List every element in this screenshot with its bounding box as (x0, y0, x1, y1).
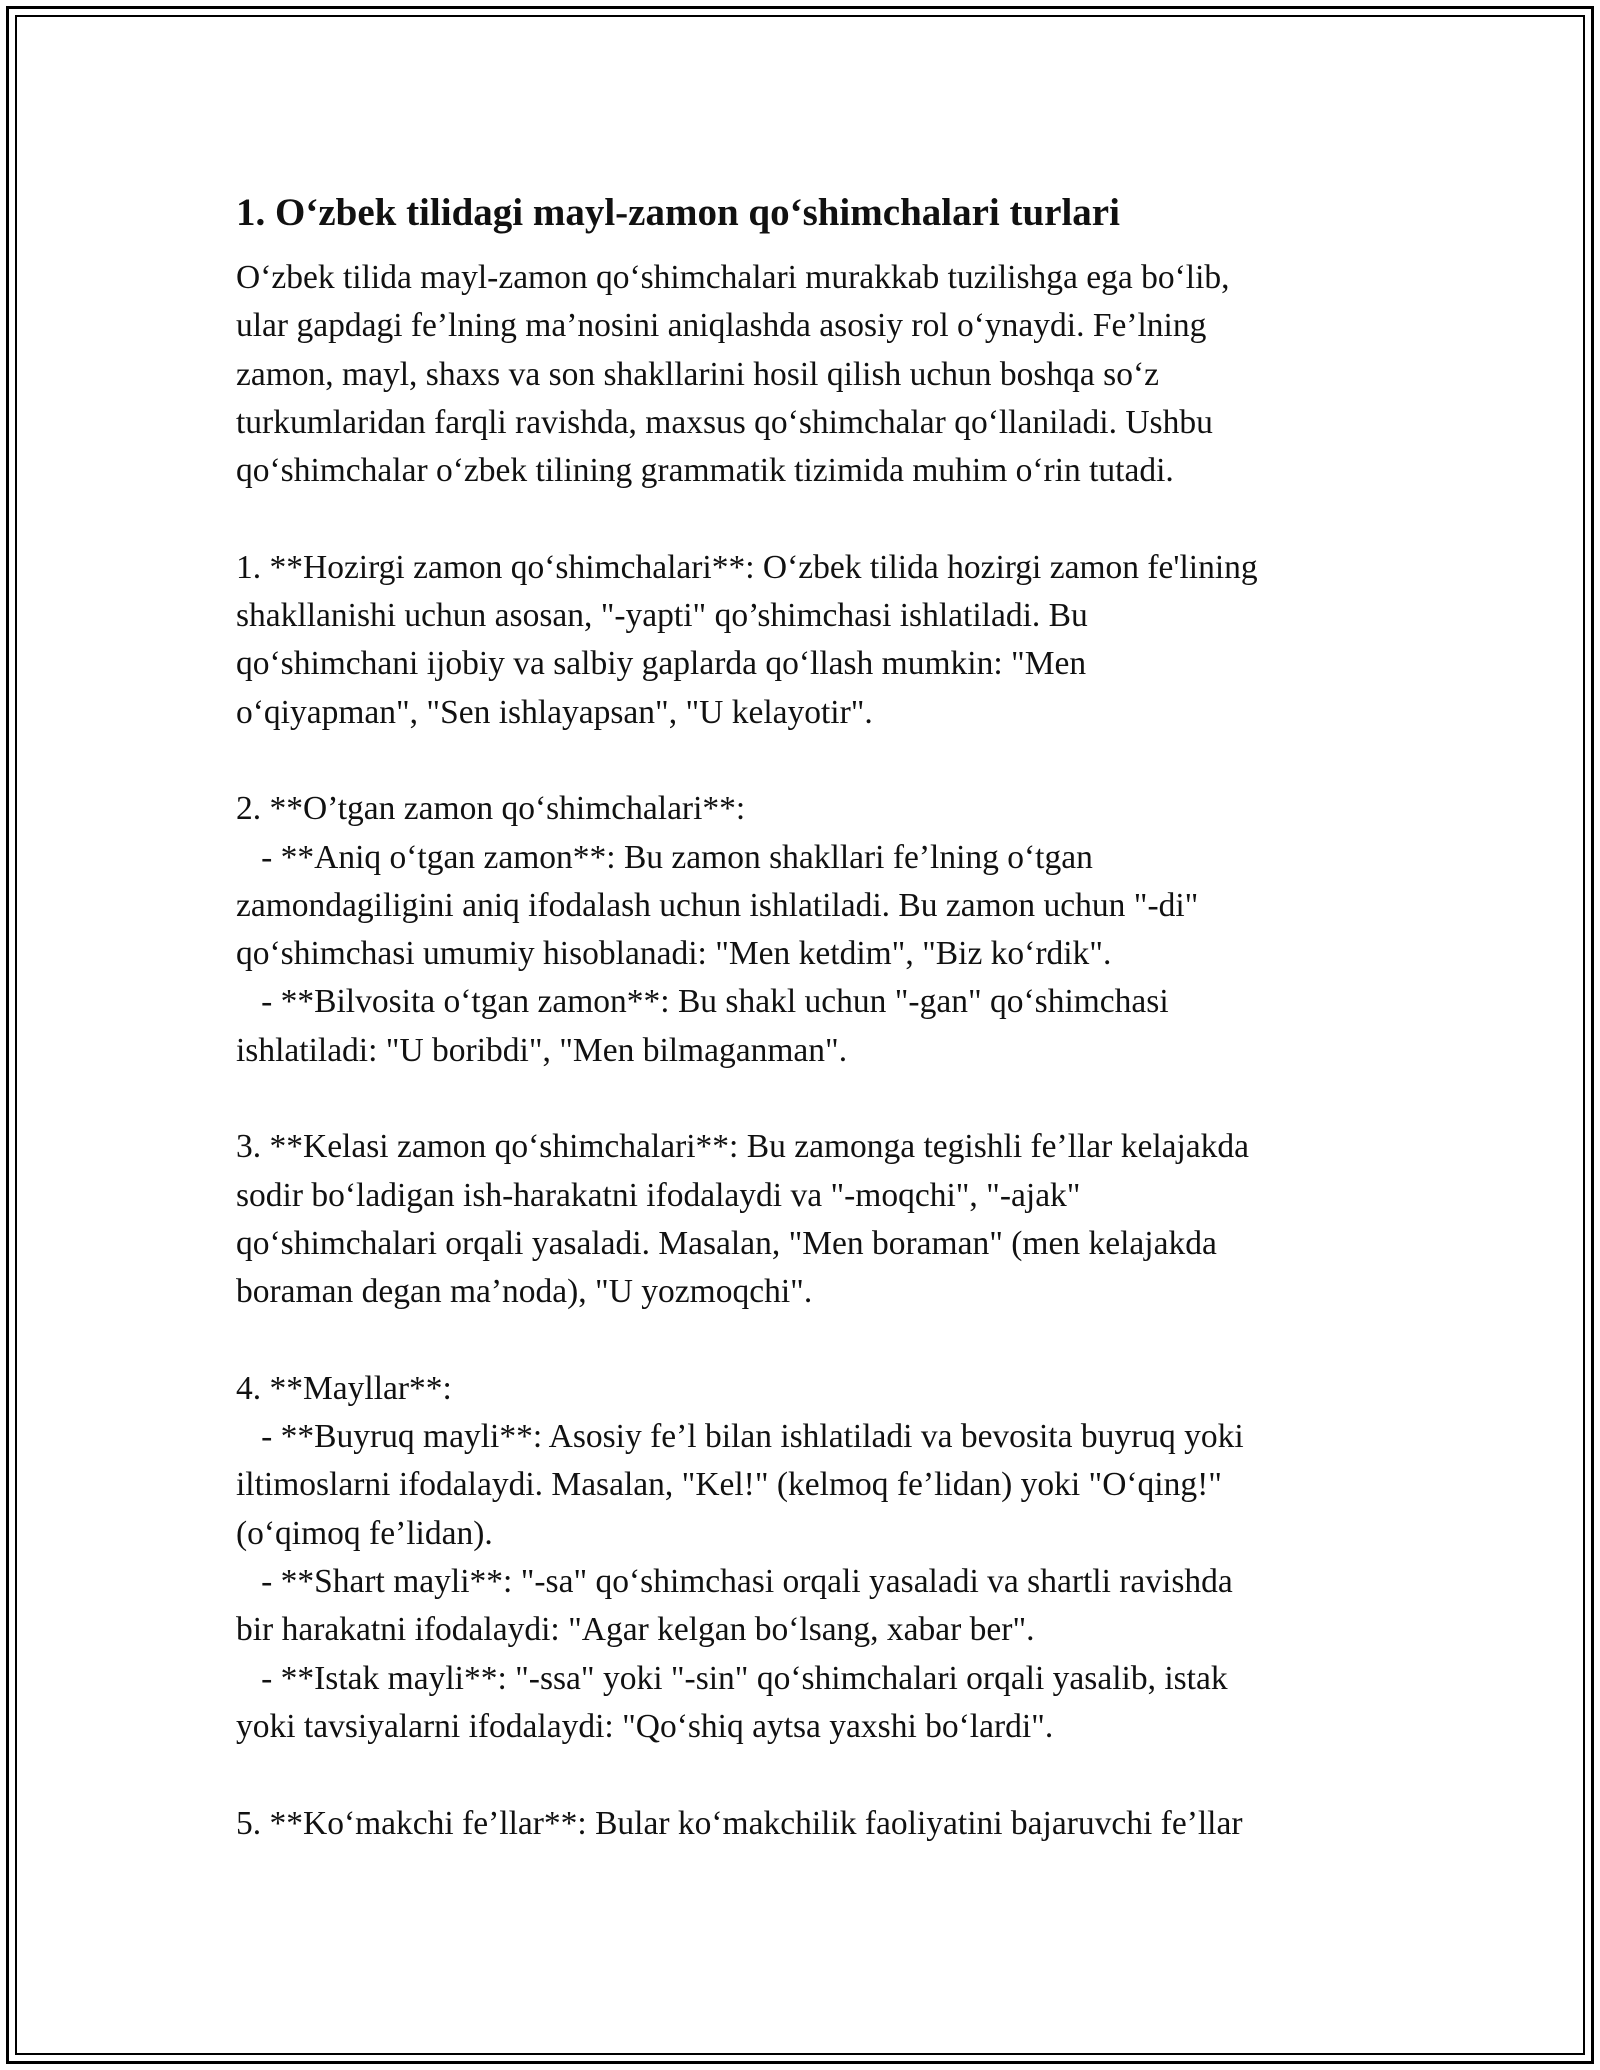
document-title: 1. O‘zbek tilidagi mayl-zamon qo‘shimchalari turlari (236, 191, 1120, 234)
paragraph-gap (236, 1751, 1376, 1799)
section-future-tense: 3. **Kelasi zamon qo‘shimchalari**: Bu zamonga tegishli fe’llar kelajakda sodir bo‘ladigan ish-harakatni ifodalaydi va "-moqchi", "-ajak" qo‘shimchalari orqali yasaladi. Masalan, "Men boraman" (men kelajakda boraman degan ma’noda), "U yozmoqchi". (236, 1128, 1250, 1311)
document-page (236, 180, 1376, 1848)
paragraph-gap (236, 737, 1376, 785)
intro-paragraph: O‘zbek tilida mayl-zamon qo‘shimchalari murakkab tuzilishga ega bo‘lib, ular gapdagi fe’lning ma’nosini aniqlashda asosiy rol o‘ynaydi. Fe’lning zamon, mayl, shaxs va son shakllarini hosil qilish uchun boshqa so‘z turkumlaridan farqli ravishda, maxsus qo‘shimchalar qo‘llaniladi. Ushbu qo‘shimchalar o‘zbek tilining grammatik tizimida muhim o‘rin tutadi. (236, 259, 1230, 490)
paragraph-gap (236, 1075, 1376, 1123)
section-past-tense: 2. **O’tgan zamon qo‘shimchalari**: - **Aniq o‘tgan zamon**: Bu zamon shakllari fe’lning o‘tgan zamondagiligini aniq ifodalash uchun ishlatiladi. Bu zamon uchun "-di" qo‘shimchasi umumiy hisoblanadi: "Men ketdim", "Biz ko‘rdik". - **Bilvosita o‘tgan zamon**: Bu shakl uchun "-gan" qo‘shimchasi ishlatiladi: "U boribdi", "Men bilmaganman". (236, 790, 1199, 1069)
paragraph-gap (236, 495, 1376, 543)
section-moods: 4. **Mayllar**: - **Buyruq mayli**: Asosiy fe’l bilan ishlatiladi va bevosita buyruq yoki iltimoslarni ifodalaydi. Masalan, "Kel!" (kelmoq fe’lidan) yoki "O‘qing!" (o‘qimoq fe’lidan). - **Shart mayli**: "-sa" qo‘shimchasi orqali yasaladi va shartli ravishda bir harakatni ifodalaydi: "Agar kelgan bo‘lsang, xabar ber". - **Istak mayli**: "-ssa" yoki "-sin" qo‘shimchalari orqali yasalib, istak yoki tavsiyalarni ifodalaydi: "Qo‘shiq aytsa yaxshi bo‘lardi". (236, 1369, 1244, 1745)
section-present-tense: 1. **Hozirgi zamon qo‘shimchalari**: O‘zbek tilida hozirgi zamon fe'lining shakllanishi uchun asosan, "-yapti" qo’shimchasi ishlatiladi. Bu qo‘shimchani ijobiy va salbiy gaplarda qo‘llash mumkin: "Men o‘qiyapman", "Sen ishlayapsan", "U kelayotir". (236, 548, 1258, 731)
section-auxiliary-verbs: 5. **Ko‘makchi fe’llar**: Bular ko‘makchilik faoliyatini bajaruvchi fe’llar (236, 1804, 1243, 1842)
paragraph-gap (236, 1317, 1376, 1365)
